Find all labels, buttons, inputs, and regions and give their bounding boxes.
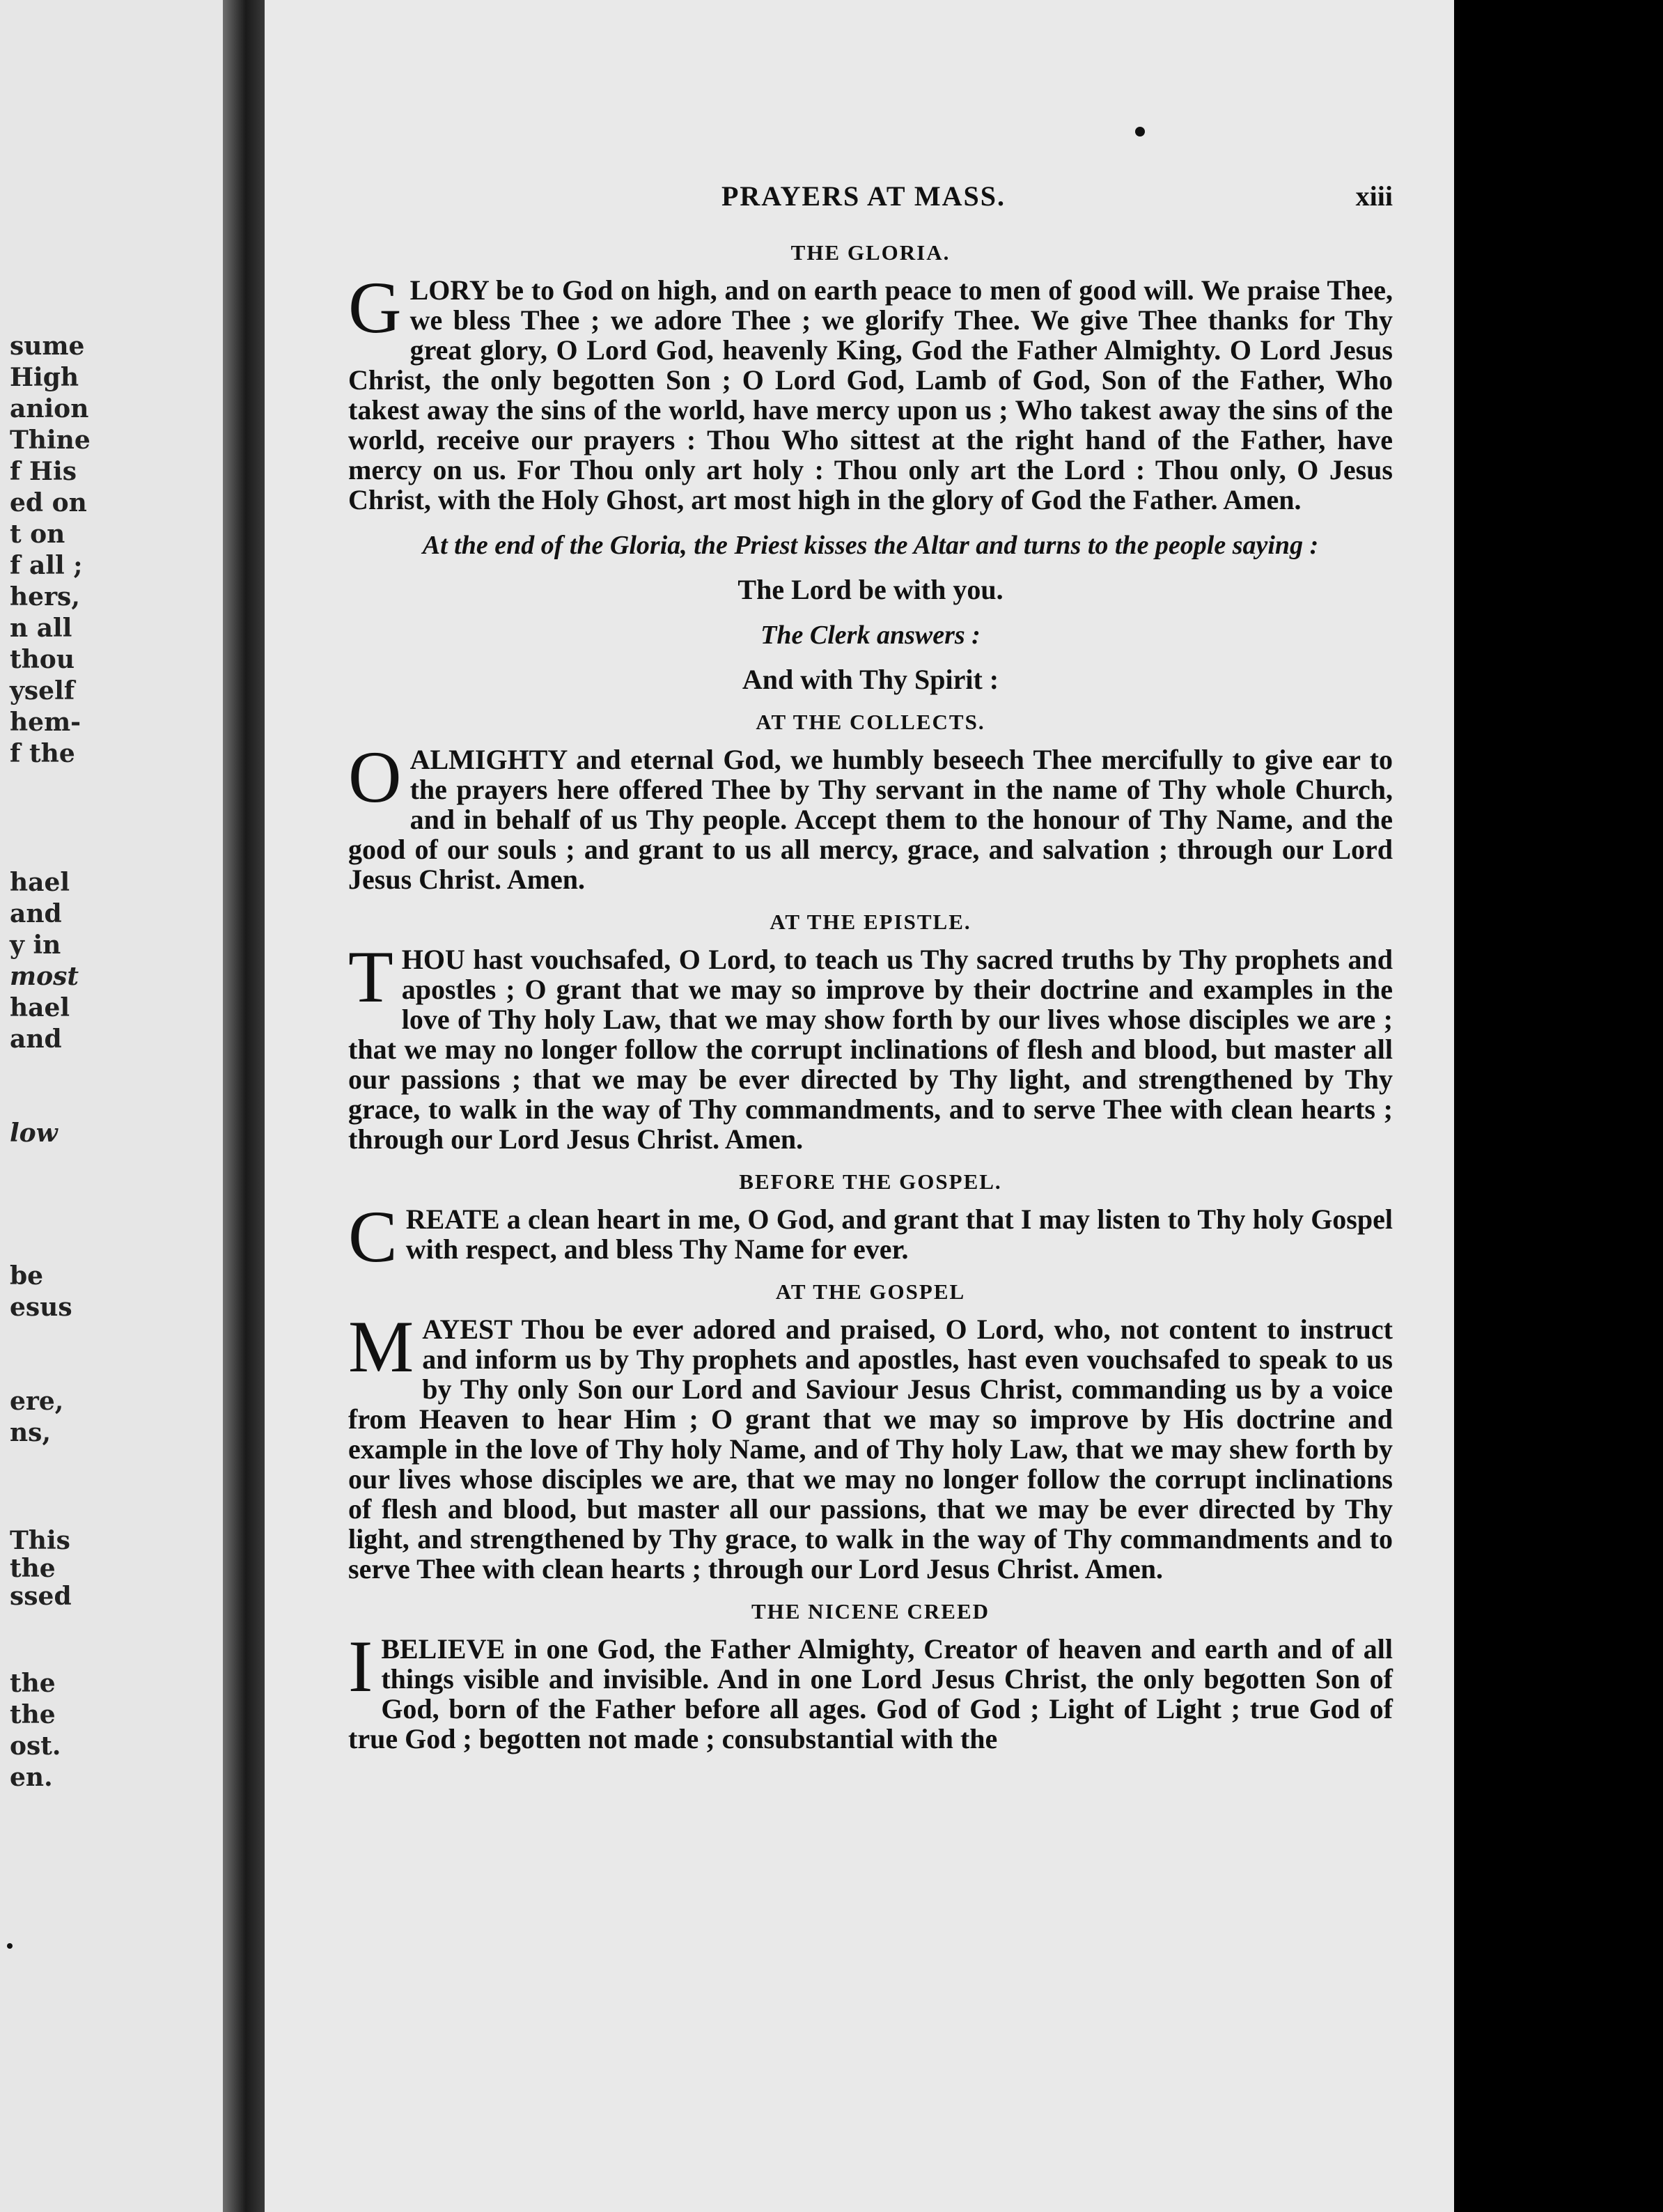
facing-page-fragment-line: f His (10, 457, 77, 486)
page-header (334, 180, 1393, 221)
rubric: At the end of the Gloria, the Priest kisses the Altar and turns to the people saying : (422, 531, 1319, 560)
facing-page-fragment-line: hael (10, 993, 70, 1022)
section-heading-collects: AT THE COLLECTS. (756, 710, 985, 734)
facing-page-fragment-line: most (10, 962, 79, 991)
page-body (348, 240, 1393, 1769)
epistle-text (348, 936, 1393, 1155)
gospel-text (348, 1306, 1393, 1584)
drop-cap: O (348, 736, 402, 818)
facing-page-fragment-line: Thine (10, 426, 91, 455)
facing-page-fragment-line: t on (10, 520, 65, 549)
facing-page-fragment-line: en. (10, 1763, 53, 1792)
clerk-response: And with Thy Spirit : (742, 664, 999, 695)
facing-page-fragment-line: the (10, 1554, 56, 1583)
section-heading-before-gospel: BEFORE THE GOSPEL. (739, 1169, 1002, 1194)
facing-page-fragment-line: the (10, 1669, 56, 1698)
facing-page-fragment-line: ost. (10, 1731, 61, 1761)
drop-cap: T (348, 936, 393, 1018)
paragraph-body: AYEST Thou be ever adored and praised, O Lord, who, not content to instruct and inform us by Thy prophets and apostles, hast even vouchsafed to speak to us by Thy only Son our Lord and Saviour Jesus Christ, commanding us by a voice from Heaven to hear Him ; O grant that we may so improve by His doctrine and example in the love of Thy holy Name, and of Thy holy Law, that we may shew forth by our lives whose disciples we are, that we may no longer follow the corrupt inclinations of flesh and blood, but master all our passions, that we may be ever directed by Thy light, and strengthened by Thy grace, to walk in the way of Thy commandments and to serve Thee with clean hearts ; through our Lord Jesus Christ. Amen. (348, 1314, 1393, 1584)
section-heading-gospel: AT THE GOSPEL (775, 1279, 966, 1304)
facing-page-fragment-line: f the (10, 739, 75, 768)
section-heading-creed: THE NICENE CREED (751, 1599, 990, 1623)
paragraph-body: BELIEVE in one God, the Father Almighty, Creator of heaven and earth and of all things visible and invisible. And in one Lord Jesus Christ, the only begotten Son of God, born of the Father before all ages. God of God ; Light of Light ; true God of true God ; begotten not made ; consubstantial with the (348, 1633, 1393, 1754)
facing-page-fragment-line: the (10, 1700, 56, 1729)
ink-speck (7, 1943, 13, 1949)
facing-page-fragment-line: low (10, 1119, 58, 1148)
page-number: xiii (1355, 180, 1393, 212)
facing-page-fragment-line: ere, (10, 1387, 64, 1416)
facing-page-fragment-line: This (10, 1526, 70, 1555)
page (265, 0, 1454, 2212)
facing-page-fragment-line: ssed (10, 1582, 72, 1611)
facing-page-fragment-line: ns, (10, 1418, 51, 1447)
clerk-rubric: The Clerk answers : (760, 621, 981, 650)
facing-page-fragment-line: anion (10, 394, 89, 423)
paragraph-body: ALMIGHTY and eternal God, we humbly beseech Thee mercifully to give ear to the prayers here offered Thee by Thy servant in the name of Thy whole Church, and in behalf of us Thy people. Accept them to the honour of Thy Name, and the good of our souls ; and grant to us all mercy, grace, and salvation ; through our Lord Jesus Christ. Amen. (348, 744, 1393, 895)
paragraph-body: LORY be to God on high, and on earth peace to men of good will. We praise Thee, we bless Thee ; we adore Thee ; we glorify Thee. We give Thee thanks for Thy great glory, O Lord God, heavenly King, God the Father Almighty. O Lord Jesus Christ, the only begotten Son ; O Lord God, Lamb of God, Son of the Father, Who takest away the sins of the world, have mercy upon us ; Who takest away the sins of the world, receive our prayers : Thou Who sittest at the right hand of the Father, have mercy on us. For Thou only art holy : Thou only art the Lord : Thou only, O Jesus Christ, with the Holy Ghost, art most high in the glory of God the Father. Amen. (348, 274, 1393, 515)
facing-page-fragment-line: yself (10, 676, 75, 706)
facing-page-fragment-line: f all ; (10, 551, 83, 580)
facing-page-fragment (0, 0, 223, 2212)
facing-page-fragment-line: esus (10, 1293, 72, 1322)
facing-page-fragment-line: ed on (10, 488, 87, 517)
facing-page-fragment-line: and (10, 1025, 62, 1054)
drop-cap: M (348, 1306, 414, 1387)
facing-page-fragment-line: n all (10, 614, 72, 643)
facing-page-fragment-line: sume (10, 332, 85, 361)
collects-text (348, 736, 1393, 895)
before-gospel-text (348, 1196, 1393, 1277)
scan-border (1454, 0, 1663, 2212)
paragraph-body: REATE a clean heart in me, O God, and grant that I may listen to Thy holy Gospel with respect, and bless Thy Name for ever. (405, 1204, 1393, 1265)
gloria-text (348, 267, 1393, 515)
facing-page-fragment-line: hael (10, 868, 70, 897)
creed-text (348, 1626, 1393, 1754)
facing-page-fragment-line: thou (10, 645, 75, 674)
drop-cap: I (348, 1626, 373, 1707)
facing-page-fragment-line: hem- (10, 708, 81, 737)
drop-cap: C (348, 1196, 398, 1277)
facing-page-fragment-line: be (10, 1261, 44, 1291)
facing-page-fragment-line: High (10, 363, 79, 392)
facing-page-fragment-line: y in (10, 930, 61, 960)
paragraph-body: HOU hast vouchsafed, O Lord, to teach us Thy sacred truths by Thy prophets and apostles ; O grant that we may so improve by their doctrine and examples in the love of Thy holy Law, that we may show forth by our lives whose disciples we are ; that we may no longer follow the corrupt inclinations of flesh and blood, but master all our passions ; that we may be ever directed by Thy light, and strengthened by Thy grace, to walk in the way of Thy commandments, and to serve Thee with clean hearts ; through our Lord Jesus Christ. Amen. (348, 944, 1393, 1155)
section-heading-epistle: AT THE EPISTLE. (770, 910, 971, 934)
running-title: PRAYERS AT MASS. (721, 180, 1006, 212)
book-gutter (223, 0, 265, 2212)
ink-speck (1135, 127, 1145, 137)
priest-versicle: The Lord be with you. (737, 574, 1004, 605)
drop-cap: G (348, 267, 402, 348)
section-heading-gloria: THE GLORIA. (790, 240, 951, 265)
facing-page-fragment-line: hers, (10, 582, 80, 612)
facing-page-fragment-line: and (10, 899, 62, 928)
